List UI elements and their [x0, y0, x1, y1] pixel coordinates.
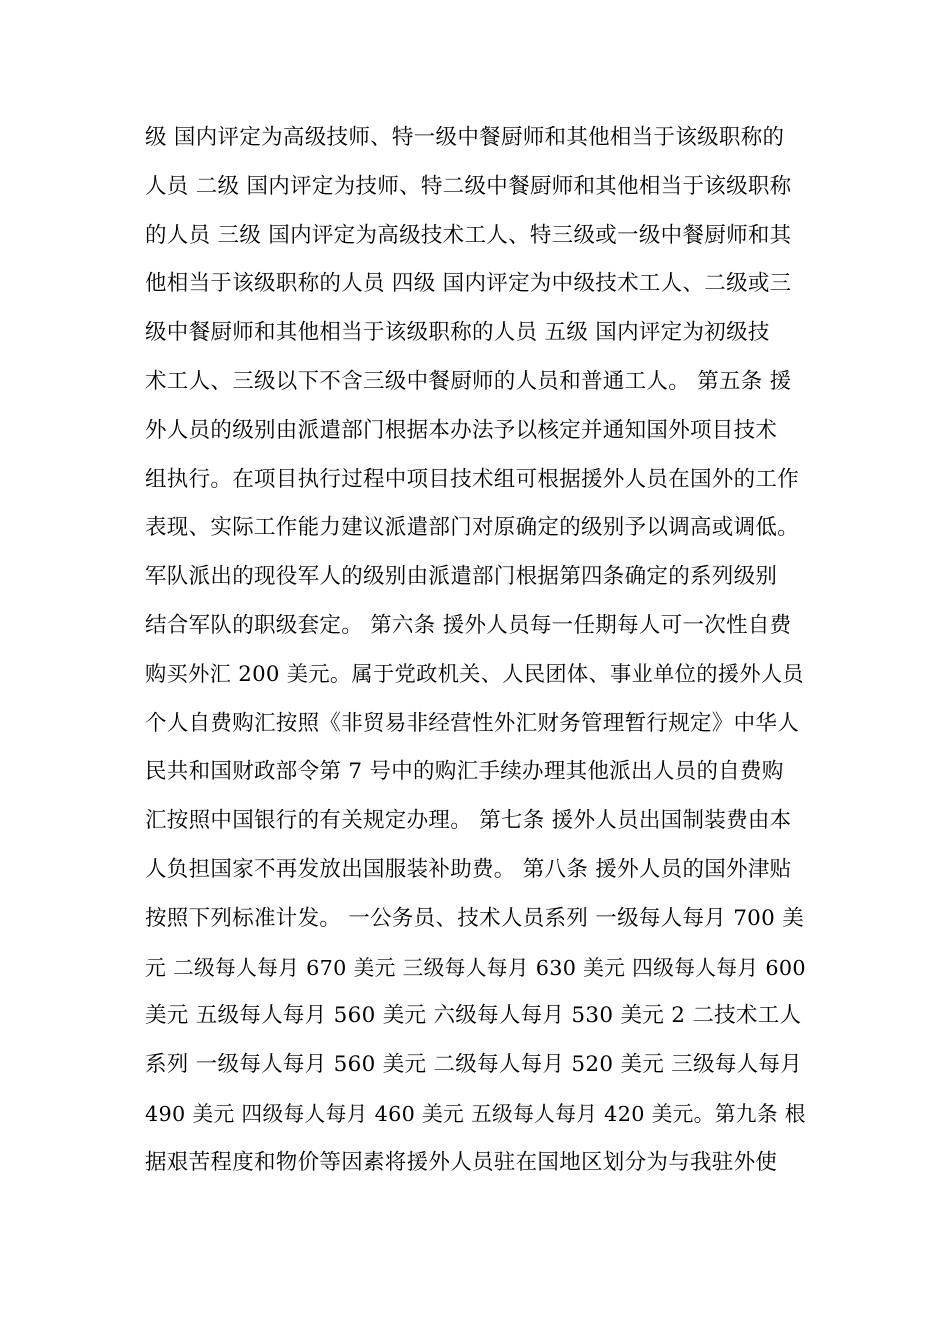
text-line: 人负担国家不再发放出国服装补助费。 第八条 援外人员的国外津贴 — [145, 856, 792, 882]
text-line: 结合军队的职级套定。 第六条 援外人员每一任期每人可一次性自费 — [145, 612, 792, 638]
text-line: 外人员的级别由派遣部门根据本办法予以核定并通知国外项目技术 — [145, 417, 778, 443]
text-line: 民共和国财政部令第 7 号中的购汇手续办理其他派出人员的自费购 — [145, 759, 784, 785]
text-line: 军队派出的现役军人的级别由派遣部门根据第四条确定的系列级别 — [145, 564, 778, 590]
text-line: 个人自费购汇按照《非贸易非经营性外汇财务管理暂行规定》中华人 — [145, 710, 800, 736]
text-line: 元 二级每人每月 670 美元 三级每人每月 630 美元 四级每人每月 600 — [145, 955, 806, 980]
text-line: 人员 二级 国内评定为技师、特二级中餐厨师和其他相当于该级职称 — [145, 173, 792, 199]
text-line: 表现、实际工作能力建议派遣部门对原确定的级别予以调高或调低。 — [145, 515, 800, 541]
text-line: 的人员 三级 国内评定为高级技术工人、特三级或一级中餐厨师和其 — [145, 222, 792, 248]
text-line: 据艰苦程度和物价等因素将援外人员驻在国地区划分为与我驻外使 — [145, 1149, 778, 1175]
text-line: 系列 一级每人每月 560 美元 二级每人每月 520 美元 三级每人每月 — [145, 1052, 803, 1078]
text-line: 购买外汇 200 美元。属于党政机关、人民团体、事业单位的援外人员 — [145, 661, 804, 687]
text-line: 美元 五级每人每月 560 美元 六级每人每月 530 美元 2 二技术工人 — [145, 1003, 802, 1029]
text-line: 级中餐厨师和其他相当于该级职称的人员 五级 国内评定为初级技 — [145, 320, 770, 346]
text-line: 级 国内评定为高级技师、特一级中餐厨师和其他相当于该级职称的 — [145, 125, 785, 150]
text-line: 他相当于该级职称的人员 四级 国内评定为中级技术工人、二级或三 — [145, 271, 792, 297]
text-line: 术工人、三级以下不含三级中餐厨师的人员和普通工人。 第五条 援 — [145, 368, 792, 394]
text-line: 按照下列标准计发。 一公务员、技术人员系列 一级每人每月 700 美 — [145, 905, 805, 931]
text-line: 汇按照中国银行的有关规定办理。 第七条 援外人员出国制装费由本 — [145, 808, 792, 834]
text-line: 490 美元 四级每人每月 460 美元 五级每人每月 420 美元。第九条 根 — [145, 1101, 806, 1126]
text-line: 组执行。在项目执行过程中项目技术组可根据援外人员在国外的工作 — [145, 466, 800, 492]
body-text — [145, 114, 810, 1188]
